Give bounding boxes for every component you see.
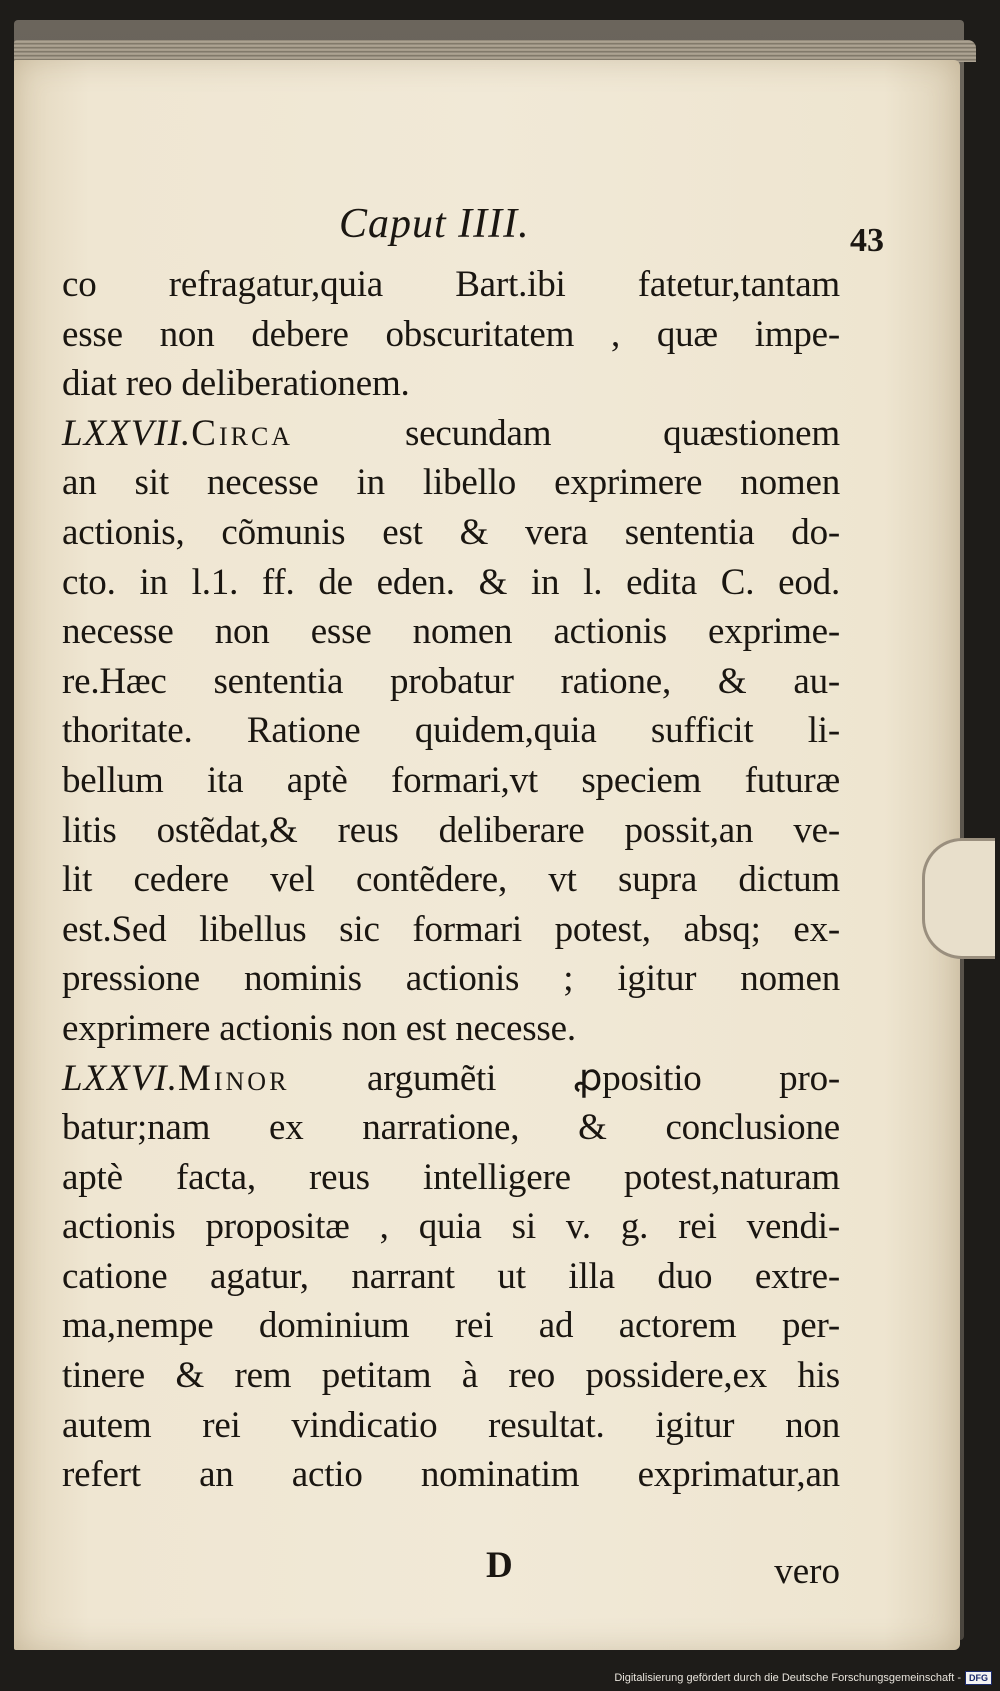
text-line: refert an actio nominatim exprimatur,an [62, 1454, 840, 1496]
text-line: an sit necesse in libello exprimere nomen [62, 462, 840, 504]
book-page [14, 60, 960, 1650]
page-footer [62, 1544, 840, 1604]
text-line: diat reo deliberationem. [62, 363, 410, 405]
text-line: ma,nempe dominium rei ad actorem per- [62, 1305, 840, 1347]
text-line: tinere & rem petitam à reo possidere,ex his [62, 1355, 840, 1397]
text-line: cto. in l.1. ff. de eden. & in l. edita C. eod. [62, 561, 840, 603]
text-line: bellum ita aptè formari,vt speciem futuræ [62, 759, 840, 801]
book-clasp [922, 838, 995, 959]
page-header [54, 200, 884, 260]
text-line: thoritate. Ratione quidem,quia sufficit li- [62, 710, 840, 752]
small-caps-word: Circa [191, 412, 294, 454]
text-line [62, 1054, 840, 1104]
page-number: 43 [850, 222, 884, 259]
text-line: lit cedere vel contẽdere, vt supra dictum [62, 859, 840, 901]
text-line: litis ostẽdat,& reus deliberare possit,an ve- [62, 809, 840, 851]
paragraph-number: LXXVII. [62, 412, 192, 454]
text-line: pressione nominis actionis ; igitur nomen [62, 958, 840, 1000]
small-caps-word: Minor [177, 1057, 290, 1099]
body-text [62, 260, 840, 1500]
text-line: re.Hæc sententia probatur ratione, & au- [62, 660, 840, 702]
paragraph-number: LXXVI. [62, 1057, 178, 1099]
text-line: catione agatur, narrant ut illa duo extre- [62, 1255, 840, 1297]
signature-mark: D [486, 1545, 513, 1586]
text-line: autem rei vindicatio resultat. igitur non [62, 1404, 840, 1446]
book-page-stack [14, 20, 964, 1640]
text-line: est.Sed libellus sic formari potest, absq; ex- [62, 908, 840, 950]
text-line: actionis, cõmunis est & vera sententia do- [62, 511, 840, 553]
text-line: aptè facta, reus intelligere potest,naturam [62, 1156, 840, 1198]
text-line: batur;nam ex narratione, & conclusione [62, 1107, 840, 1149]
dfg-logo: DFG [965, 1671, 992, 1685]
text-run: secundam quæstionem [293, 412, 840, 454]
text-line: necesse non esse nomen actionis exprime- [62, 611, 840, 653]
text-run: argumẽti ꝓpositio pro- [289, 1057, 840, 1099]
text-line [62, 409, 840, 459]
credit-text: Digitalisierung gefördert durch die Deutsche Forschungsgemeinschaft - [614, 1672, 961, 1684]
catchword: vero [774, 1551, 840, 1592]
digitization-credit [614, 1671, 992, 1685]
page-edges [14, 40, 976, 62]
running-title: Caput IIII. [339, 201, 530, 247]
text-line: co refragatur,quia Bart.ibi fatetur,tantam [62, 264, 840, 305]
text-line: actionis propositæ , quia si v. g. rei vendi- [62, 1206, 840, 1248]
text-line: esse non debere obscuritatem , quæ impe- [62, 313, 840, 355]
text-line: exprimere actionis non est necesse. [62, 1007, 576, 1049]
